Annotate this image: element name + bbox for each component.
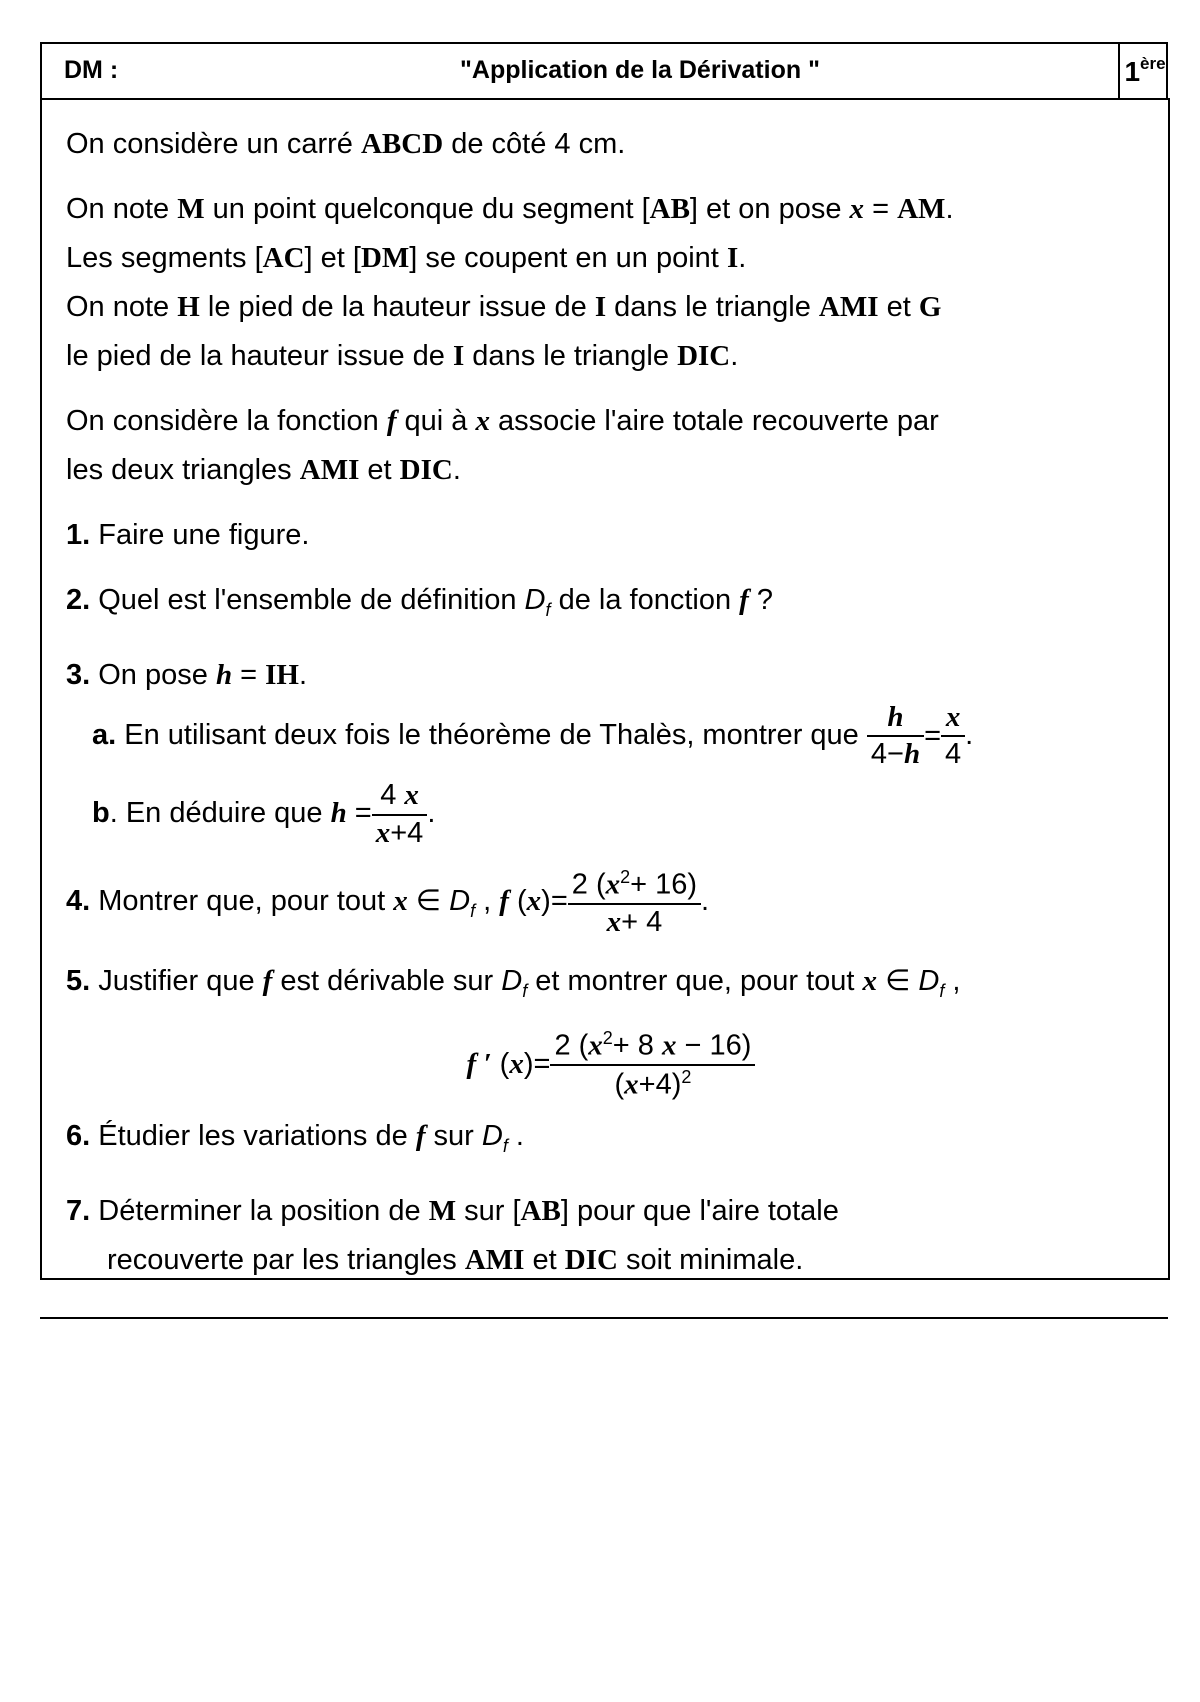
question-7: 7. Déterminer la position de M sur [AB] pour que l'aire totale <box>66 1194 839 1227</box>
question-7-continued: recouverte par les triangles AMI et DIC soit minimale. <box>107 1243 804 1276</box>
separator-line <box>40 1317 1168 1319</box>
question-1: 1. Faire une figure. <box>66 519 310 551</box>
exercise-box <box>40 98 1170 1280</box>
fraction-4x-over-x-plus-4: $\frac{4 x}{x+4}$ <box>372 779 428 850</box>
intro-line-6: On considère la fonction f qui à x associe l'aire totale recouverte par <box>66 405 939 437</box>
fraction-x-over-4: $\frac{x}{4}$ <box>941 701 965 772</box>
question-3a: a. En utilisant deux fois le théorème de Thalès, montrer que $\frac{h}{4-h}$ = $\frac{x}{4}$ . <box>92 700 974 771</box>
question-6: 6. Étudier les variations de f sur $D_f$ . <box>66 1120 524 1156</box>
header-label: DM : <box>64 56 119 84</box>
intro-line-4: On note H le pied de la hauteur issue de I dans le triangle AMI et G <box>66 291 942 323</box>
intro-line-7: les deux triangles AMI et DIC. <box>66 454 461 486</box>
fraction-h-over-4-minus-h: $\frac{h}{4-h}$ <box>867 701 924 772</box>
header-left-border <box>40 42 42 100</box>
fraction-f-prime-of-x: $\frac{2 (x^2+ 8 x - 16)}{(x+4)^2}$ <box>550 1028 755 1102</box>
document-header <box>40 42 1168 98</box>
question-4: 4. Montrer que, pour tout x ∈ $D_f$ , f (x)= $\frac{2 (x^2+ 16)}{x+ 4}$ . <box>66 866 710 938</box>
fraction-f-of-x: $\frac{2 (x^2+ 16)}{x+ 4}$ <box>568 867 701 939</box>
document-title: "Application de la Dérivation " <box>460 56 820 84</box>
header-top-rule <box>40 42 1168 44</box>
intro-line-1: On considère un carré ABCD de côté 4 cm. <box>66 128 626 160</box>
question-2: 2. Quel est l'ensemble de définition $D_f$ de la fonction f ? <box>66 584 774 620</box>
class-level: 1ère <box>1124 54 1166 87</box>
derivative-formula: f ′ (x)= $\frac{2 (x^2+ 8 x - 16)}{(x+4)^2}$ <box>66 1016 1156 1112</box>
question-5: 5. Justifier que f est dérivable sur $D_f$ et montrer que, pour tout x ∈ $D_f$ , <box>66 965 961 1002</box>
question-3: 3. On pose h = IH. <box>66 658 308 691</box>
header-divider <box>1118 42 1120 100</box>
question-3b: b. En déduire que h = $\frac{4 x}{x+4}$ . <box>92 779 436 849</box>
exercise-content <box>66 120 1156 1285</box>
intro-line-5: le pied de la hauteur issue de I dans le triangle DIC. <box>66 340 739 372</box>
intro-line-3: Les segments [AC] et [DM] se coupent en un point I. <box>66 242 747 274</box>
intro-line-2: On note M un point quelconque du segment [AB] et on pose x = AM. <box>66 193 954 225</box>
